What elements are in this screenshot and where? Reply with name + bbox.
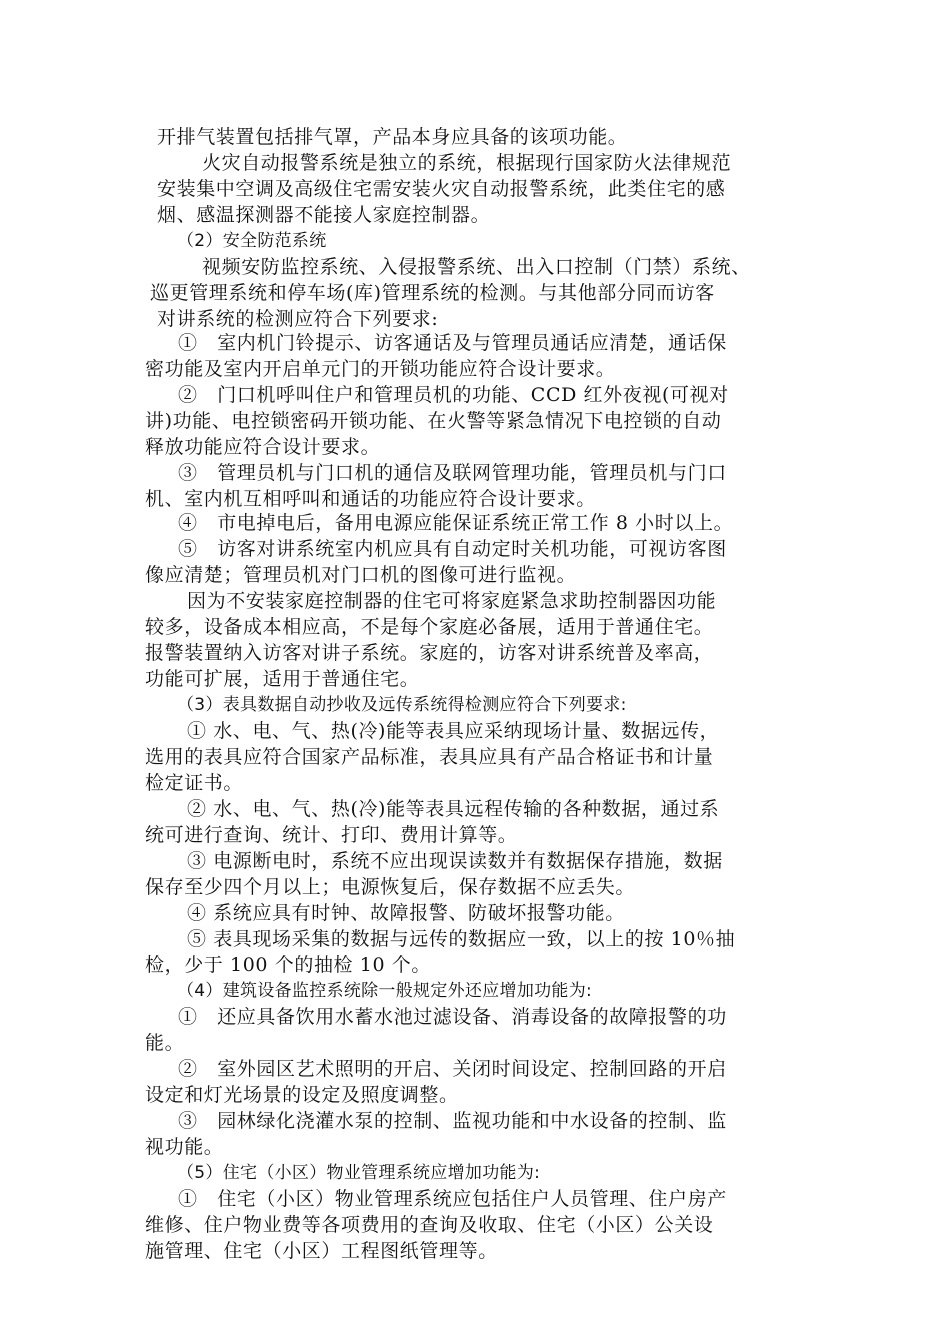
text-line: 火灾自动报警系统是独立的系统，根据现行国家防火法律规范 [202,152,732,174]
section-heading: （3）表具数据自动抄收及远传系统得检测应符合下列要求: [177,695,627,715]
text-line: 视功能。 [145,1136,224,1158]
text-line: 检定证书。 [145,772,244,794]
text-line: ③ 园林绿化浇灌水泵的控制、监视功能和中水设备的控制、监 [178,1110,727,1132]
text-line: ⑤ 访客对讲系统室内机应具有自动定时关机功能，可视访客图 [178,538,727,560]
text-line: 维修、住户物业费等各项费用的查询及收取、住宅（小区）公关设 [145,1214,714,1236]
text-line: 功能可扩展，适用于普通住宅。 [145,668,420,690]
text-line: ① 住宅（小区）物业管理系统应包括住户人员管理、住户房产 [178,1188,727,1210]
text-line: ④ 系统应具有时钟、故障报警、防破坏报警功能。 [187,902,625,924]
text-line: ② 室外园区艺术照明的开启、关闭时间设定、控制回路的开启 [178,1058,727,1080]
text-line: 施管理、住宅（小区）工程图纸管理等。 [145,1240,498,1262]
text-line: 讲)功能、电控锁密码开锁功能、在火警等紧急情况下电控锁的自动 [145,410,722,432]
text-line: 较多，设备成本相应高，不是每个家庭必备展，适用于普通住宅。 [145,616,714,638]
text-line: 选用的表具应符合国家产品标准，表具应具有产品合格证书和计量 [145,746,714,768]
text-line: 报警装置纳入访客对讲子系统。家庭的，访客对讲系统普及率高， [145,642,714,664]
text-line: 像应清楚；管理员机对门口机的图像可进行监视。 [145,564,577,586]
text-line: 机、室内机互相呼叫和通话的功能应符合设计要求。 [145,488,596,510]
text-line: 视频安防监控系统、入侵报警系统、出入口控制（门禁）系统、 [202,256,751,278]
section-heading: （5）住宅（小区）物业管理系统应增加功能为: [177,1163,541,1183]
text-line: 释放功能应符合设计要求。 [145,436,381,458]
text-line: ④ 市电掉电后，备用电源应能保证系统正常工作 8 小时以上。 [178,512,734,534]
text-line: 统可进行查询、统计、打印、费用计算等。 [145,824,518,846]
section-heading: （2）安全防范系统 [177,231,327,251]
text-line: 开排气装置包括排气罩，产品本身应具备的该项功能。 [157,126,628,148]
text-line: ① 室内机门铃提示、访客通话及与管理员通话应清楚，通话保 [178,332,727,354]
text-line: 检，少于 100 个的抽检 10 个。 [145,954,432,976]
text-line: ① 水、电、气、热(冷)能等表具应采纳现场计量、数据远传， [187,720,720,742]
text-line: 安装集中空调及高级住宅需安装火灾自动报警系统，此类住宅的感 [157,178,726,200]
text-line: 密功能及室内开启单元门的开锁功能应符合设计要求。 [145,358,616,380]
text-line: ② 门口机呼叫住户和管理员机的功能、CCD 红外夜视(可视对 [178,384,729,406]
text-line: 设定和灯光场景的设定及照度调整。 [145,1084,459,1106]
text-line: ③ 管理员机与门口机的通信及联网管理功能，管理员机与门口 [178,462,727,484]
text-line: 能。 [145,1032,185,1054]
text-line: ① 还应具备饮用水蓄水池过滤设备、消毒设备的故障报警的功 [178,1006,727,1028]
text-line: ⑤ 表具现场采集的数据与远传的数据应一致，以上的按 10％抽 [187,928,736,950]
text-line: ② 水、电、气、热(冷)能等表具远程传输的各种数据，通过系 [187,798,720,820]
text-line: ③ 电源断电时，系统不应出现误读数并有数据保存措施，数据 [187,850,723,872]
text-line: 烟、感温探测器不能接人家庭控制器。 [157,204,491,226]
text-line: 因为不安装家庭控制器的住宅可将家庭紧急求助控制器因功能 [187,590,717,612]
text-line: 巡更管理系统和停车场(库)管理系统的检测。与其他部分同而访客 [150,282,715,304]
text-line: 对讲系统的检测应符合下列要求: [157,308,439,330]
section-heading: （4）建筑设备监控系统除一般规定外还应增加功能为: [177,981,593,1001]
text-line: 保存至少四个月以上；电源恢复后，保存数据不应丢失。 [145,876,636,898]
